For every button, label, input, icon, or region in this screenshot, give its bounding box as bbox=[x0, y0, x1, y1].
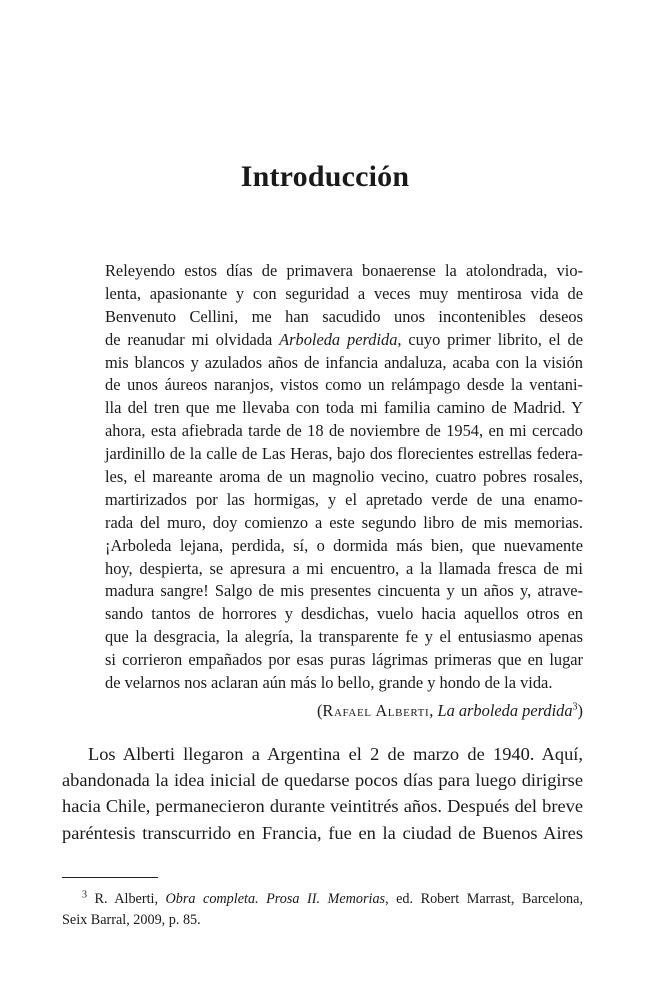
epigraph-line: si corrieron empañados por esas puras lágrimas primeras que en lugar bbox=[105, 650, 583, 670]
body-line: Los Alberti llegaron a Argentina el 2 de marzo de 1940. Aquí, bbox=[88, 744, 583, 764]
epigraph-attribution bbox=[105, 699, 583, 723]
epigraph-line: rada del muro, doy comienzo a este segundo libro de mis memorias. bbox=[105, 512, 583, 532]
epigraph-line: lla del tren que me llevaba con toda mi familia camino de Madrid. Y bbox=[105, 398, 583, 418]
page-title: Introducción bbox=[240, 160, 410, 193]
footnote-ref: 3 bbox=[572, 701, 578, 713]
footnote-text: , ed. Robert Marrast, Barcelona, bbox=[385, 891, 583, 907]
footnote-divider bbox=[62, 877, 158, 878]
body-line: hacia Chile, permanecieron durante veintitrés años. Después del breve bbox=[62, 796, 583, 817]
footnote-line: Seix Barral, 2009, p. 85. bbox=[62, 912, 201, 928]
body-paragraph bbox=[62, 741, 583, 846]
attribution-separator: , bbox=[429, 700, 438, 720]
attribution-paren: ( bbox=[316, 700, 323, 720]
epigraph-line bbox=[105, 329, 583, 352]
epigraph-line: lenta, apasionante y con seguridad a veces muy mentirosa vida de bbox=[105, 283, 583, 303]
footnote-text: R. Alberti, bbox=[87, 891, 166, 907]
attribution-paren: ) bbox=[577, 700, 583, 720]
epigraph-line: Benvenuto Cellini, me han sacudido unos incontenibles deseos bbox=[105, 306, 583, 326]
epigraph-line: martirizados por las hormigas, y el apretado verde de una enamo- bbox=[105, 489, 583, 509]
book-title-italic: Arboleda perdida bbox=[279, 329, 398, 349]
epigraph-line: les, el mareante aroma de un magnolio vecino, cuatro pobres rosales, bbox=[105, 467, 583, 487]
footnote-italic-title: Obra completa. Prosa II. Memorias bbox=[165, 891, 386, 907]
epigraph-line: hoy, despierta, se apresura a mi encuentro, a la llamada fresca de mi bbox=[105, 558, 583, 578]
epigraph-line: que la desgracia, la alegría, la transparente fe y el entusiasmo apenas bbox=[105, 627, 583, 647]
epigraph-line: de velarnos nos aclaran aún más lo bello, grande y hondo de la vida. bbox=[105, 673, 553, 693]
epigraph-line: ahora, esta afiebrada tarde de 18 de noviembre de 1954, en mi cercado bbox=[105, 421, 583, 441]
epigraph-block bbox=[105, 260, 583, 723]
footnote-number: 3 bbox=[82, 889, 87, 901]
epigraph-line: madura sangre! Salgo de mis presentes cincuenta y un años y, atrave- bbox=[105, 581, 583, 601]
epigraph-line: ¡Arboleda lejana, perdida, sí, o dormida más bien, que nuevamente bbox=[105, 535, 583, 555]
body-line: paréntesis transcurrido en Francia, fue en la ciudad de Buenos Aires bbox=[62, 822, 583, 843]
footnote-line bbox=[62, 889, 583, 910]
body-line: abandonada la idea inicial de quedarse pocos días para luego dirigirse bbox=[62, 770, 583, 791]
epigraph-text: de reanudar mi olvidada bbox=[105, 329, 280, 349]
epigraph-line: Releyendo estos días de primavera bonaerense la atolondrada, vio- bbox=[105, 261, 583, 280]
epigraph-line: mis blancos y azulados años de infancia andaluza, acaba con la visión bbox=[105, 352, 583, 372]
epigraph-line: de unos áureos naranjos, vistos como un relámpago desde la ventani- bbox=[105, 375, 583, 395]
attribution-work: La arboleda perdida bbox=[437, 700, 573, 720]
footnote bbox=[62, 889, 583, 931]
epigraph-text: , cuyo primer librito, el de bbox=[397, 329, 583, 349]
epigraph-line: sando tantos de horrores y desdichas, vuelo hacia aquellos otros en bbox=[105, 604, 583, 624]
epigraph-line: jardinillo de la calle de Las Heras, bajo dos florecientes estrellas federa- bbox=[105, 444, 583, 464]
attribution-author: Rafael Alberti bbox=[322, 700, 430, 720]
